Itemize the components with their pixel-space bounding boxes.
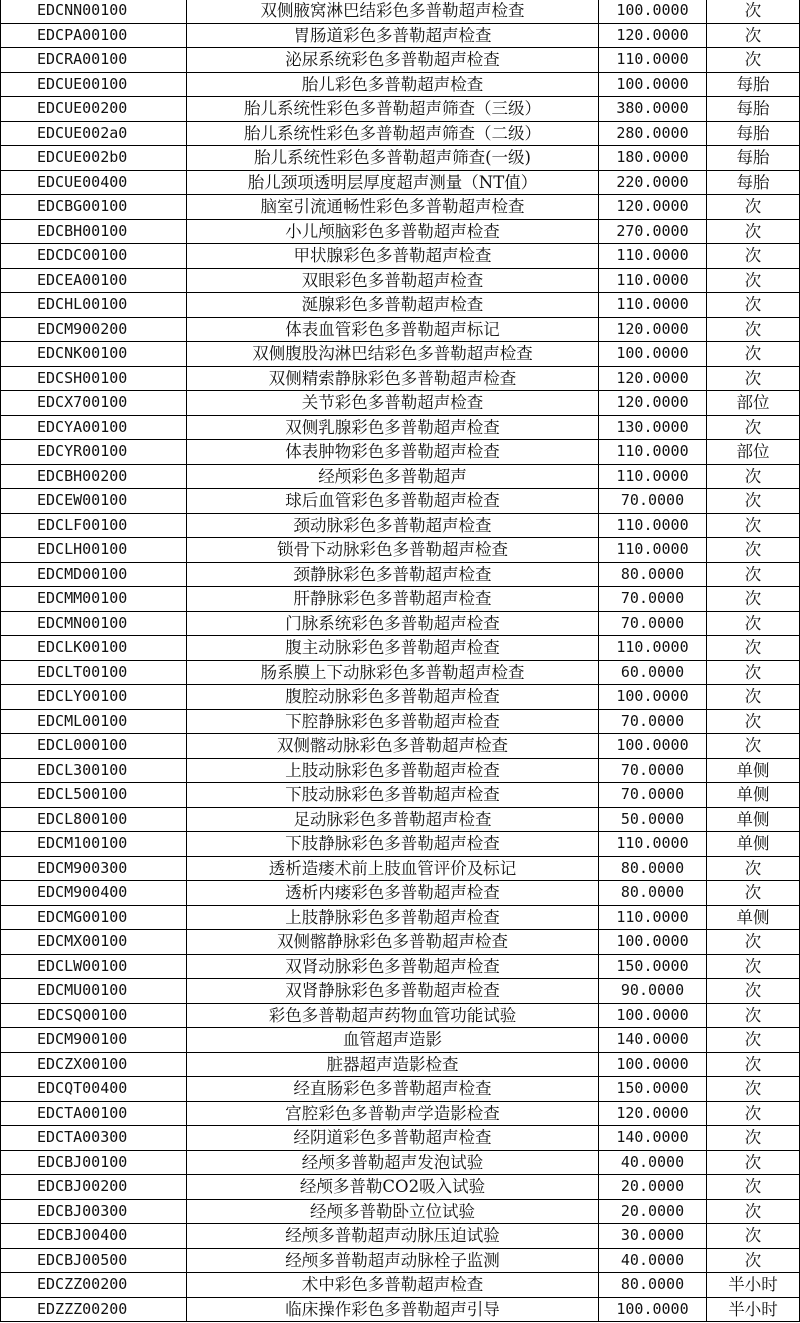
table-row (1, 660, 800, 685)
unit-cell: 次 (707, 1052, 800, 1077)
price-cell: 70.0000 (599, 758, 707, 783)
unit-cell: 次 (707, 1028, 800, 1053)
table-row (1, 587, 800, 612)
price-cell: 110.0000 (599, 440, 707, 465)
item-code-cell: EDCSQ00100 (1, 1003, 187, 1028)
price-cell: 40.0000 (599, 1150, 707, 1175)
item-name-cell: 透析造瘘术前上肢血管评价及标记 (187, 856, 599, 881)
unit-cell: 次 (707, 1150, 800, 1175)
item-name-cell: 门脉系统彩色多普勒超声检查 (187, 611, 599, 636)
unit-cell: 每胎 (707, 121, 800, 146)
item-name-cell: 双侧腹股沟淋巴结彩色多普勒超声检查 (187, 342, 599, 367)
item-code-cell: EDCLH00100 (1, 538, 187, 563)
item-name-cell: 经颅多普勒超声发泡试验 (187, 1150, 599, 1175)
item-name-cell: 胎儿系统性彩色多普勒超声筛查（三级） (187, 97, 599, 122)
table-row (1, 856, 800, 881)
unit-cell: 每胎 (707, 170, 800, 195)
item-code-cell: EDCX700100 (1, 391, 187, 416)
item-name-cell: 上肢动脉彩色多普勒超声检查 (187, 758, 599, 783)
table-row (1, 1003, 800, 1028)
unit-cell: 部位 (707, 440, 800, 465)
table-row (1, 391, 800, 416)
item-name-cell: 双侧髂动脉彩色多普勒超声检查 (187, 734, 599, 759)
unit-cell: 每胎 (707, 72, 800, 97)
item-name-cell: 下腔静脉彩色多普勒超声检查 (187, 709, 599, 734)
item-code-cell: EDCUE002a0 (1, 121, 187, 146)
table-row (1, 562, 800, 587)
price-cell: 20.0000 (599, 1199, 707, 1224)
unit-cell: 次 (707, 979, 800, 1004)
item-code-cell: EDCBJ00400 (1, 1224, 187, 1249)
item-name-cell: 血管超声造影 (187, 1028, 599, 1053)
price-cell: 100.0000 (599, 734, 707, 759)
price-cell: 100.0000 (599, 1052, 707, 1077)
item-code-cell: EDCLW00100 (1, 954, 187, 979)
item-code-cell: EDCMU00100 (1, 979, 187, 1004)
table-row (1, 464, 800, 489)
item-name-cell: 双肾静脉彩色多普勒超声检查 (187, 979, 599, 1004)
item-name-cell: 下肢静脉彩色多普勒超声检查 (187, 832, 599, 857)
table-row (1, 342, 800, 367)
item-code-cell: EDCRA00100 (1, 48, 187, 73)
table-row (1, 268, 800, 293)
table-row (1, 317, 800, 342)
item-name-cell: 肠系膜上下动脉彩色多普勒超声检查 (187, 660, 599, 685)
unit-cell: 次 (707, 244, 800, 269)
price-cell: 100.0000 (599, 0, 707, 23)
unit-cell: 次 (707, 342, 800, 367)
unit-cell: 半小时 (707, 1297, 800, 1322)
unit-cell: 次 (707, 219, 800, 244)
table-row (1, 513, 800, 538)
unit-cell: 单侧 (707, 832, 800, 857)
price-cell: 120.0000 (599, 317, 707, 342)
table-row (1, 538, 800, 563)
price-cell: 270.0000 (599, 219, 707, 244)
table-row (1, 23, 800, 48)
price-cell: 100.0000 (599, 1297, 707, 1322)
unit-cell: 每胎 (707, 146, 800, 171)
unit-cell: 次 (707, 1003, 800, 1028)
unit-cell: 次 (707, 538, 800, 563)
unit-cell: 次 (707, 293, 800, 318)
item-name-cell: 上肢静脉彩色多普勒超声检查 (187, 905, 599, 930)
unit-cell: 次 (707, 1101, 800, 1126)
item-name-cell: 胎儿系统性彩色多普勒超声筛查(一级) (187, 146, 599, 171)
item-name-cell: 经颅彩色多普勒超声 (187, 464, 599, 489)
price-cell: 120.0000 (599, 23, 707, 48)
table-row (1, 783, 800, 808)
price-cell: 110.0000 (599, 268, 707, 293)
unit-cell: 次 (707, 856, 800, 881)
item-name-cell: 腹主动脉彩色多普勒超声检查 (187, 636, 599, 661)
item-code-cell: EDCUE002b0 (1, 146, 187, 171)
item-name-cell: 关节彩色多普勒超声检查 (187, 391, 599, 416)
price-cell: 220.0000 (599, 170, 707, 195)
item-code-cell: EDCNK00100 (1, 342, 187, 367)
item-code-cell: EDCM900400 (1, 881, 187, 906)
item-code-cell: EDCYR00100 (1, 440, 187, 465)
item-name-cell: 胎儿系统性彩色多普勒超声筛查（二级） (187, 121, 599, 146)
price-cell: 80.0000 (599, 881, 707, 906)
table-row (1, 219, 800, 244)
table-row (1, 415, 800, 440)
price-cell: 110.0000 (599, 464, 707, 489)
item-name-cell: 腹腔动脉彩色多普勒超声检查 (187, 685, 599, 710)
item-name-cell: 双侧髂静脉彩色多普勒超声检查 (187, 930, 599, 955)
table-row (1, 611, 800, 636)
unit-cell: 单侧 (707, 758, 800, 783)
item-code-cell: EDCTA00300 (1, 1126, 187, 1151)
unit-cell: 次 (707, 1224, 800, 1249)
price-cell: 110.0000 (599, 244, 707, 269)
table-row (1, 1297, 800, 1322)
item-name-cell: 经颅多普勒CO2吸入试验 (187, 1175, 599, 1200)
unit-cell: 次 (707, 48, 800, 73)
price-cell: 120.0000 (599, 1101, 707, 1126)
price-cell: 70.0000 (599, 709, 707, 734)
unit-cell: 半小时 (707, 1273, 800, 1298)
item-code-cell: EDCPA00100 (1, 23, 187, 48)
item-name-cell: 经颅多普勒超声动脉压迫试验 (187, 1224, 599, 1249)
item-name-cell: 双眼彩色多普勒超声检查 (187, 268, 599, 293)
item-name-cell: 双侧精索静脉彩色多普勒超声检查 (187, 366, 599, 391)
item-code-cell: EDCUE00200 (1, 97, 187, 122)
item-code-cell: EDCBH00200 (1, 464, 187, 489)
price-cell: 180.0000 (599, 146, 707, 171)
table-row (1, 195, 800, 220)
table-row (1, 954, 800, 979)
unit-cell: 次 (707, 1126, 800, 1151)
unit-cell: 次 (707, 1077, 800, 1102)
price-cell: 60.0000 (599, 660, 707, 685)
item-code-cell: EDCMG00100 (1, 905, 187, 930)
price-cell: 70.0000 (599, 783, 707, 808)
item-code-cell: EDCZZ00200 (1, 1273, 187, 1298)
unit-cell: 次 (707, 954, 800, 979)
unit-cell: 次 (707, 611, 800, 636)
price-cell: 380.0000 (599, 97, 707, 122)
item-code-cell: EDCZX00100 (1, 1052, 187, 1077)
price-cell: 130.0000 (599, 415, 707, 440)
item-name-cell: 球后血管彩色多普勒超声检查 (187, 489, 599, 514)
unit-cell: 次 (707, 881, 800, 906)
unit-cell: 单侧 (707, 905, 800, 930)
table-row (1, 1248, 800, 1273)
item-name-cell: 肝静脉彩色多普勒超声检查 (187, 587, 599, 612)
table-row (1, 97, 800, 122)
item-code-cell: EDCHL00100 (1, 293, 187, 318)
item-name-cell: 临床操作彩色多普勒超声引导 (187, 1297, 599, 1322)
table-row (1, 1150, 800, 1175)
item-name-cell: 双侧乳腺彩色多普勒超声检查 (187, 415, 599, 440)
item-code-cell: EDCMN00100 (1, 611, 187, 636)
item-code-cell: EDCL300100 (1, 758, 187, 783)
price-cell: 90.0000 (599, 979, 707, 1004)
item-code-cell: EDCMX00100 (1, 930, 187, 955)
item-code-cell: EDCMD00100 (1, 562, 187, 587)
table-row (1, 1077, 800, 1102)
item-code-cell: EDCLT00100 (1, 660, 187, 685)
item-code-cell: EDCM900300 (1, 856, 187, 881)
table-row (1, 1028, 800, 1053)
item-code-cell: EDCUE00400 (1, 170, 187, 195)
item-name-cell: 胎儿彩色多普勒超声检查 (187, 72, 599, 97)
unit-cell: 次 (707, 268, 800, 293)
price-cell: 140.0000 (599, 1028, 707, 1053)
item-code-cell: EDCEA00100 (1, 268, 187, 293)
item-name-cell: 颈动脉彩色多普勒超声检查 (187, 513, 599, 538)
item-name-cell: 经直肠彩色多普勒超声检查 (187, 1077, 599, 1102)
price-cell: 110.0000 (599, 905, 707, 930)
item-name-cell: 术中彩色多普勒超声检查 (187, 1273, 599, 1298)
table-row (1, 121, 800, 146)
item-code-cell: EDCLY00100 (1, 685, 187, 710)
item-code-cell: EDCM900100 (1, 1028, 187, 1053)
unit-cell: 次 (707, 317, 800, 342)
item-name-cell: 透析内瘘彩色多普勒超声检查 (187, 881, 599, 906)
price-cell: 150.0000 (599, 954, 707, 979)
table-row (1, 1175, 800, 1200)
unit-cell: 次 (707, 23, 800, 48)
item-code-cell: EDCL500100 (1, 783, 187, 808)
price-cell: 120.0000 (599, 391, 707, 416)
table-row (1, 709, 800, 734)
table-row (1, 0, 800, 23)
item-name-cell: 胎儿颈项透明层厚度超声测量（NT值） (187, 170, 599, 195)
table-row (1, 636, 800, 661)
table-row (1, 1199, 800, 1224)
price-cell: 280.0000 (599, 121, 707, 146)
item-name-cell: 宫腔彩色多普勒声学造影检查 (187, 1101, 599, 1126)
unit-cell: 每胎 (707, 97, 800, 122)
item-name-cell: 胃肠道彩色多普勒超声检查 (187, 23, 599, 48)
table-row (1, 930, 800, 955)
item-code-cell: EDCBJ00500 (1, 1248, 187, 1273)
price-cell: 30.0000 (599, 1224, 707, 1249)
unit-cell: 次 (707, 660, 800, 685)
unit-cell: 次 (707, 415, 800, 440)
item-code-cell: EDCBG00100 (1, 195, 187, 220)
table-row (1, 905, 800, 930)
table-row (1, 685, 800, 710)
price-cell: 70.0000 (599, 611, 707, 636)
table-row (1, 1224, 800, 1249)
item-name-cell: 小儿颅脑彩色多普勒超声检查 (187, 219, 599, 244)
price-cell: 20.0000 (599, 1175, 707, 1200)
table-row (1, 979, 800, 1004)
table-row (1, 293, 800, 318)
unit-cell: 单侧 (707, 783, 800, 808)
item-name-cell: 锁骨下动脉彩色多普勒超声检查 (187, 538, 599, 563)
item-code-cell: EDCL000100 (1, 734, 187, 759)
price-cell: 80.0000 (599, 856, 707, 881)
table-row (1, 734, 800, 759)
price-cell: 110.0000 (599, 832, 707, 857)
price-cell: 100.0000 (599, 685, 707, 710)
table-row (1, 244, 800, 269)
price-cell: 70.0000 (599, 587, 707, 612)
price-cell: 100.0000 (599, 930, 707, 955)
item-name-cell: 双侧腋窝淋巴结彩色多普勒超声检查 (187, 0, 599, 23)
table-row (1, 489, 800, 514)
item-name-cell: 泌尿系统彩色多普勒超声检查 (187, 48, 599, 73)
item-code-cell: EDCL800100 (1, 807, 187, 832)
item-code-cell: EDCLK00100 (1, 636, 187, 661)
unit-cell: 次 (707, 489, 800, 514)
price-cell: 110.0000 (599, 513, 707, 538)
unit-cell: 次 (707, 562, 800, 587)
unit-cell: 次 (707, 195, 800, 220)
item-code-cell: EDCUE00100 (1, 72, 187, 97)
item-name-cell: 颈静脉彩色多普勒超声检查 (187, 562, 599, 587)
price-cell: 110.0000 (599, 636, 707, 661)
item-name-cell: 甲状腺彩色多普勒超声检查 (187, 244, 599, 269)
table-row (1, 807, 800, 832)
price-cell: 120.0000 (599, 195, 707, 220)
item-code-cell: EDCBJ00100 (1, 1150, 187, 1175)
table-row (1, 1101, 800, 1126)
price-cell: 140.0000 (599, 1126, 707, 1151)
item-code-cell: EDCBJ00300 (1, 1199, 187, 1224)
price-cell: 80.0000 (599, 1273, 707, 1298)
price-cell: 110.0000 (599, 48, 707, 73)
table-row (1, 48, 800, 73)
price-cell: 100.0000 (599, 342, 707, 367)
item-name-cell: 下肢动脉彩色多普勒超声检查 (187, 783, 599, 808)
price-cell: 110.0000 (599, 538, 707, 563)
unit-cell: 次 (707, 636, 800, 661)
item-name-cell: 双肾动脉彩色多普勒超声检查 (187, 954, 599, 979)
item-code-cell: EDZZZ00200 (1, 1297, 187, 1322)
item-code-cell: EDCLF00100 (1, 513, 187, 538)
price-cell: 50.0000 (599, 807, 707, 832)
unit-cell: 次 (707, 464, 800, 489)
unit-cell: 次 (707, 366, 800, 391)
unit-cell: 次 (707, 1199, 800, 1224)
item-code-cell: EDCML00100 (1, 709, 187, 734)
item-name-cell: 足动脉彩色多普勒超声检查 (187, 807, 599, 832)
table-row (1, 1052, 800, 1077)
item-name-cell: 彩色多普勒超声药物血管功能试验 (187, 1003, 599, 1028)
item-name-cell: 经阴道彩色多普勒超声检查 (187, 1126, 599, 1151)
item-code-cell: EDCM100100 (1, 832, 187, 857)
item-code-cell: EDCEW00100 (1, 489, 187, 514)
item-code-cell: EDCQT00400 (1, 1077, 187, 1102)
price-cell: 40.0000 (599, 1248, 707, 1273)
table-row (1, 832, 800, 857)
item-code-cell: EDCNN00100 (1, 0, 187, 23)
item-name-cell: 脏器超声造影检查 (187, 1052, 599, 1077)
unit-cell: 次 (707, 513, 800, 538)
unit-cell: 次 (707, 1248, 800, 1273)
item-code-cell: EDCBJ00200 (1, 1175, 187, 1200)
table-row (1, 881, 800, 906)
unit-cell: 次 (707, 587, 800, 612)
price-cell: 70.0000 (599, 489, 707, 514)
unit-cell: 次 (707, 709, 800, 734)
table-row (1, 72, 800, 97)
table-row (1, 366, 800, 391)
item-code-cell: EDCDC00100 (1, 244, 187, 269)
item-code-cell: EDCM900200 (1, 317, 187, 342)
item-name-cell: 体表血管彩色多普勒超声标记 (187, 317, 599, 342)
table-row (1, 146, 800, 171)
price-cell: 110.0000 (599, 293, 707, 318)
item-code-cell: EDCSH00100 (1, 366, 187, 391)
table-row (1, 1126, 800, 1151)
item-code-cell: EDCBH00100 (1, 219, 187, 244)
unit-cell: 部位 (707, 391, 800, 416)
unit-cell: 单侧 (707, 807, 800, 832)
price-cell: 80.0000 (599, 562, 707, 587)
table-row (1, 758, 800, 783)
item-name-cell: 经颅多普勒卧立位试验 (187, 1199, 599, 1224)
unit-cell: 次 (707, 1175, 800, 1200)
unit-cell: 次 (707, 734, 800, 759)
item-code-cell: EDCTA00100 (1, 1101, 187, 1126)
item-name-cell: 体表肿物彩色多普勒超声检查 (187, 440, 599, 465)
table-body (1, 0, 800, 1322)
price-cell: 100.0000 (599, 1003, 707, 1028)
unit-cell: 次 (707, 685, 800, 710)
unit-cell: 次 (707, 930, 800, 955)
price-cell: 100.0000 (599, 72, 707, 97)
item-code-cell: EDCMM00100 (1, 587, 187, 612)
price-cell: 120.0000 (599, 366, 707, 391)
table-row (1, 440, 800, 465)
price-cell: 150.0000 (599, 1077, 707, 1102)
item-name-cell: 经颅多普勒超声动脉栓子监测 (187, 1248, 599, 1273)
table-row (1, 170, 800, 195)
unit-cell: 次 (707, 0, 800, 23)
item-name-cell: 脑室引流通畅性彩色多普勒超声检查 (187, 195, 599, 220)
item-name-cell: 涎腺彩色多普勒超声检查 (187, 293, 599, 318)
table-row (1, 1273, 800, 1298)
item-code-cell: EDCYA00100 (1, 415, 187, 440)
